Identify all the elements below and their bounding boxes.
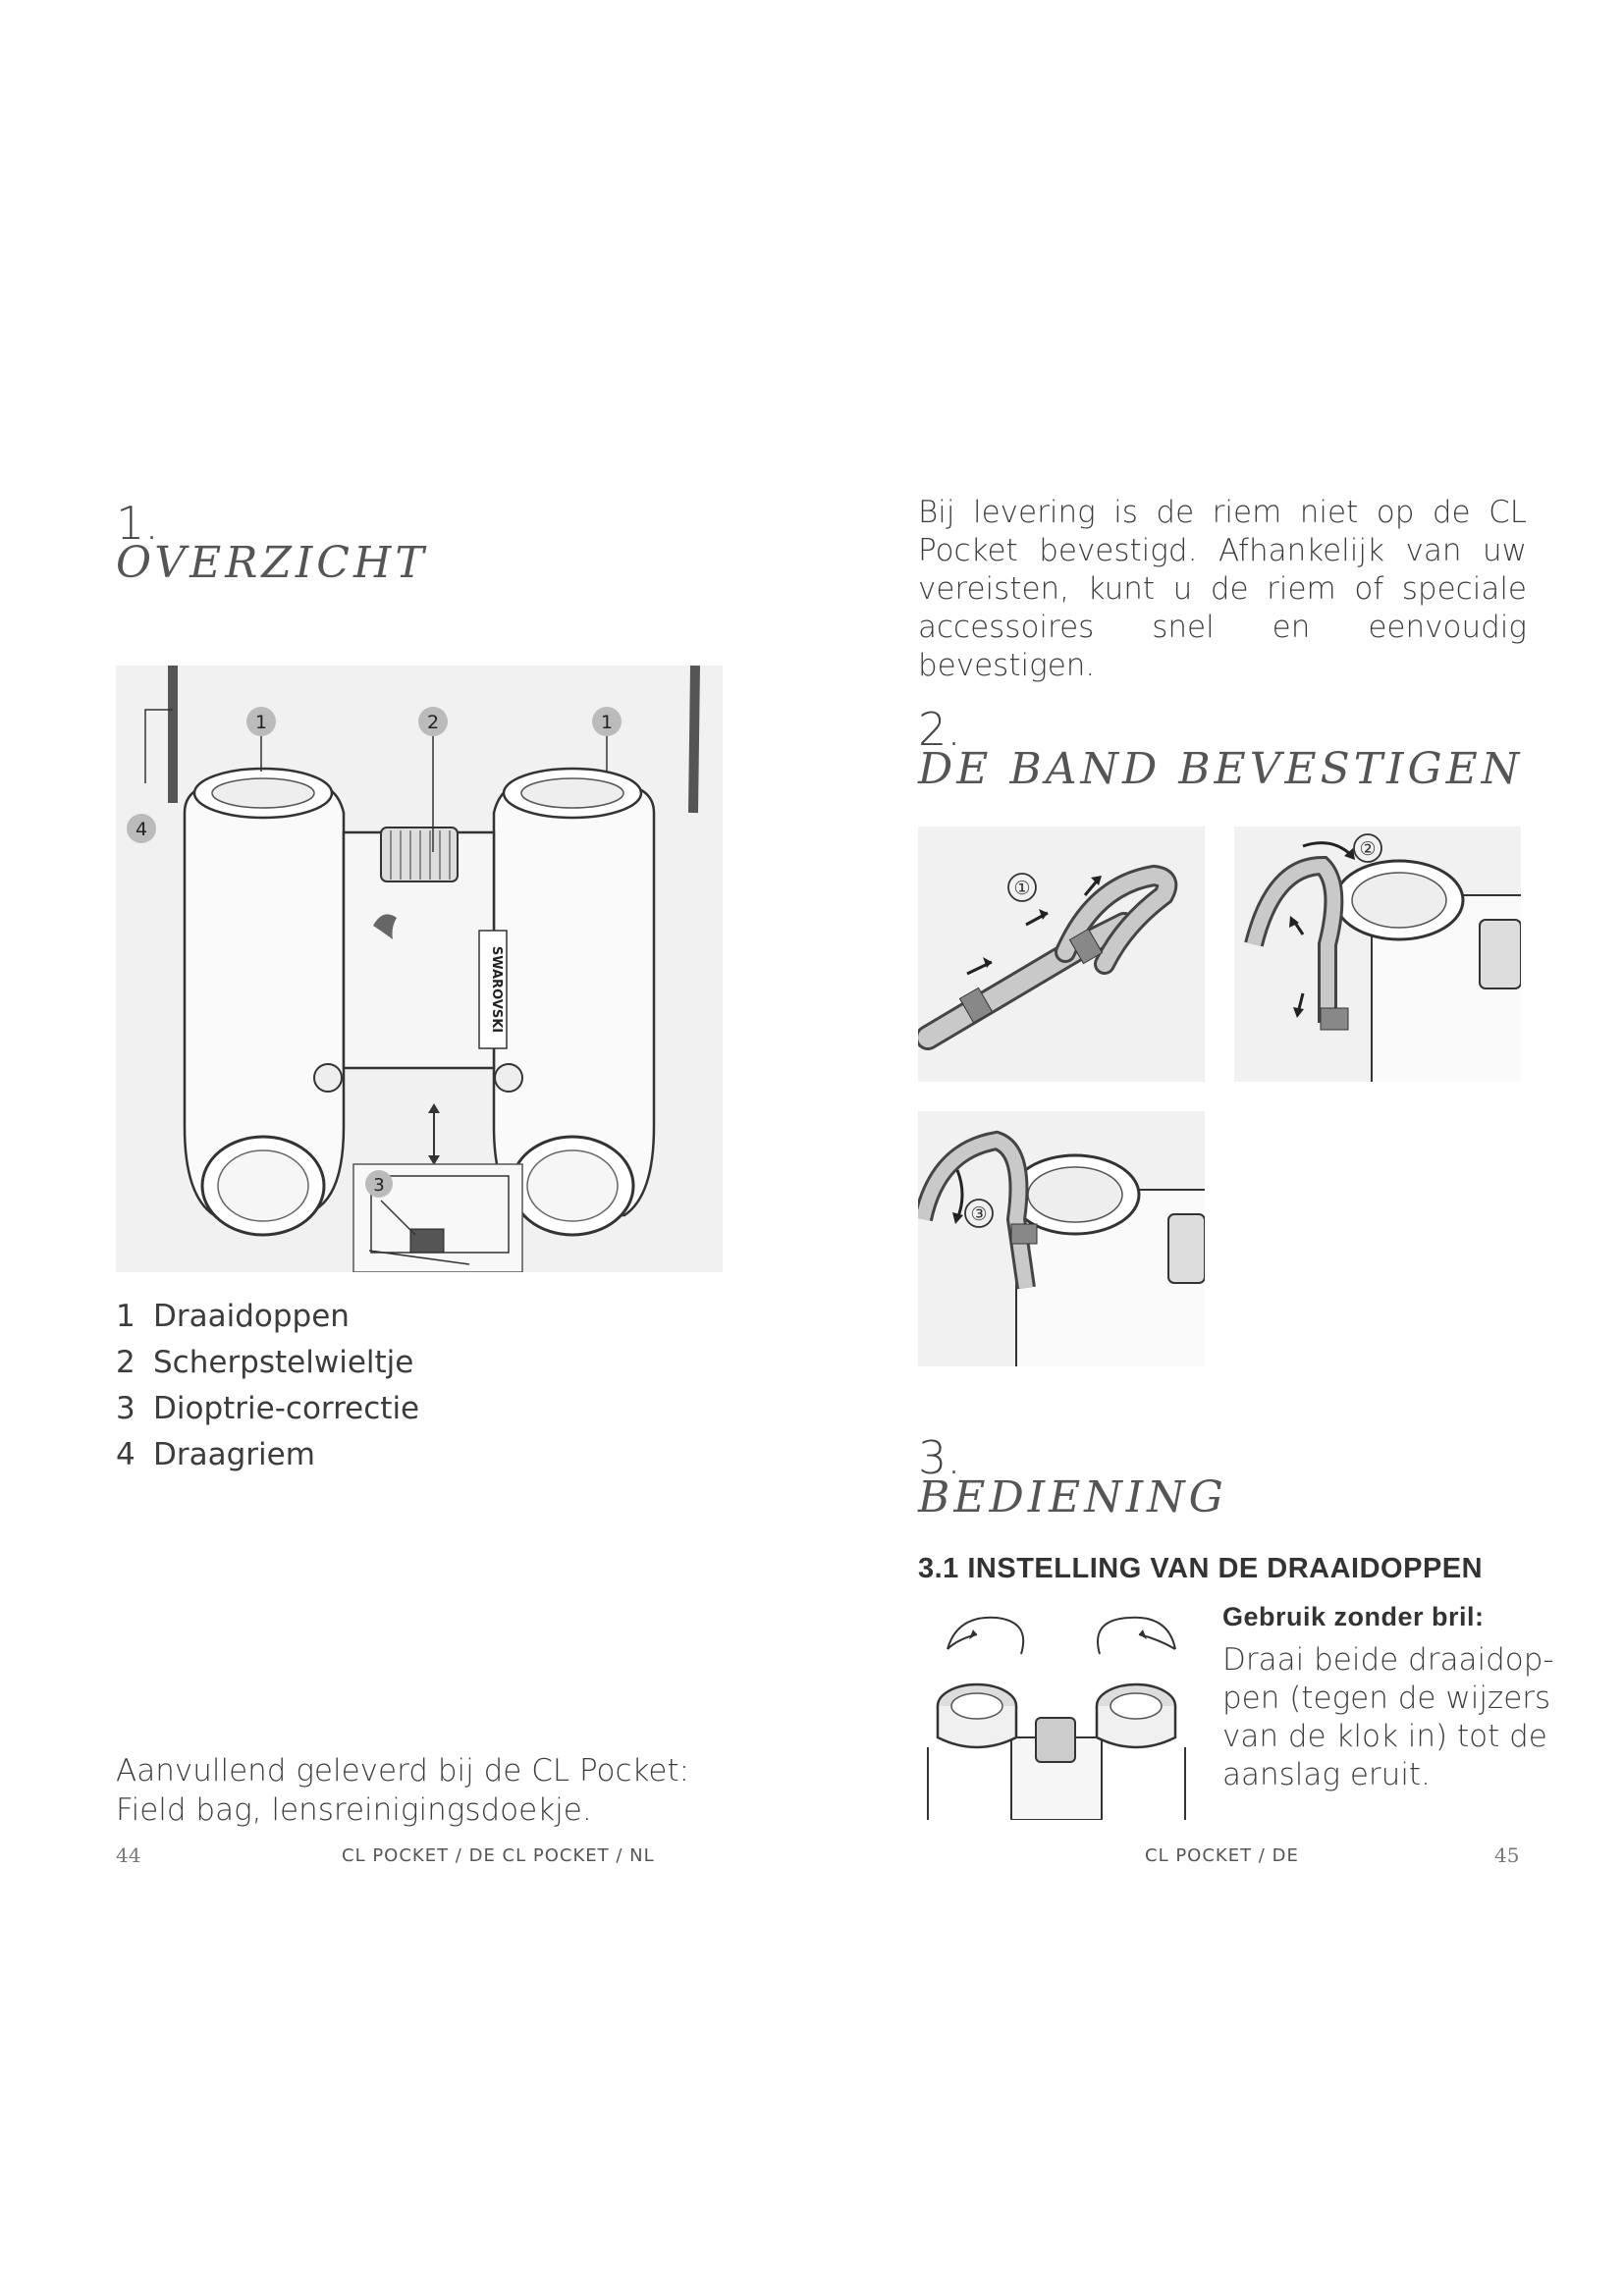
eyecup-twist-figure xyxy=(918,1610,1195,1820)
section-2-title: DE BAND BEVESTIGEN xyxy=(918,744,1524,794)
strap-right xyxy=(693,666,695,813)
strap-step-1-figure xyxy=(918,827,1205,1082)
diopter-ring xyxy=(410,1229,444,1253)
legend-item: 2 Scherpstelwieltje xyxy=(116,1345,414,1380)
use-without-glasses-label: Gebruik zonder bril: xyxy=(1222,1602,1485,1631)
brand-label: SWAROVSKI xyxy=(489,945,504,1034)
callout-2 xyxy=(418,707,448,736)
svg-text:4: 4 xyxy=(135,819,148,840)
binocular-overview-figure xyxy=(116,666,723,1272)
focus-wheel xyxy=(381,828,458,881)
eyecup-instruction-text: Draai beide draaidop- pen (tegen de wijzers van de klok in) tot de aanslag eruit. xyxy=(1222,1642,1554,1792)
svg-text:2: 2 xyxy=(426,712,440,733)
section-2-number: 2. xyxy=(918,703,961,756)
parts-legend xyxy=(116,1294,419,1478)
svg-text:1: 1 xyxy=(600,712,614,733)
strap-step-3-figure xyxy=(918,1111,1205,1366)
step-3-marker: ③ xyxy=(970,1203,988,1225)
section-1-title: OVERZICHT xyxy=(116,538,428,588)
binocular-overview-illustration xyxy=(116,666,723,1272)
step-2-marker: ② xyxy=(1359,838,1377,860)
svg-text:3: 3 xyxy=(373,1175,385,1196)
legend-item: 4 Draagriem xyxy=(116,1437,315,1472)
callout-3 xyxy=(365,1170,393,1198)
strap-step-2-figure xyxy=(1234,827,1521,1082)
footer-label-right: CL POCKET / DE xyxy=(1145,1845,1299,1866)
section-1-number: 1. xyxy=(116,497,159,550)
page-number-right: 45 xyxy=(1494,1843,1520,1867)
callout-4 xyxy=(127,814,156,843)
legend-item: 3 Dioptrie-correctie xyxy=(116,1391,420,1426)
subsection-3-1-heading: 3.1 INSTELLING VAN DE DRAAIDOPPEN xyxy=(918,1553,1484,1584)
svg-text:1: 1 xyxy=(254,712,268,733)
intro-paragraph: Bij levering is de riem niet op de CL Pocket bevestigd. Afhankelijk van uw vereisten, kunt u de riem of speciale accessoires snel en eenvoudig bevestigen. xyxy=(918,495,1527,683)
callout-1-left xyxy=(246,707,276,736)
section-3-title: BEDIENING xyxy=(918,1472,1227,1522)
focus-wheel-small xyxy=(1036,1718,1075,1762)
footer-label-left: CL POCKET / DE CL POCKET / NL xyxy=(342,1845,655,1866)
page-number-left: 44 xyxy=(116,1843,141,1867)
supplied-accessories-text: Aanvullend geleverd bij de CL Pocket: Field bag, lensreinigingsdoekje. xyxy=(116,1753,690,1828)
callout-1-right xyxy=(592,707,622,736)
section-3-number: 3. xyxy=(918,1431,961,1484)
legend-item: 1 Draaidoppen xyxy=(116,1299,350,1334)
step-1-marker: ① xyxy=(1013,878,1031,899)
